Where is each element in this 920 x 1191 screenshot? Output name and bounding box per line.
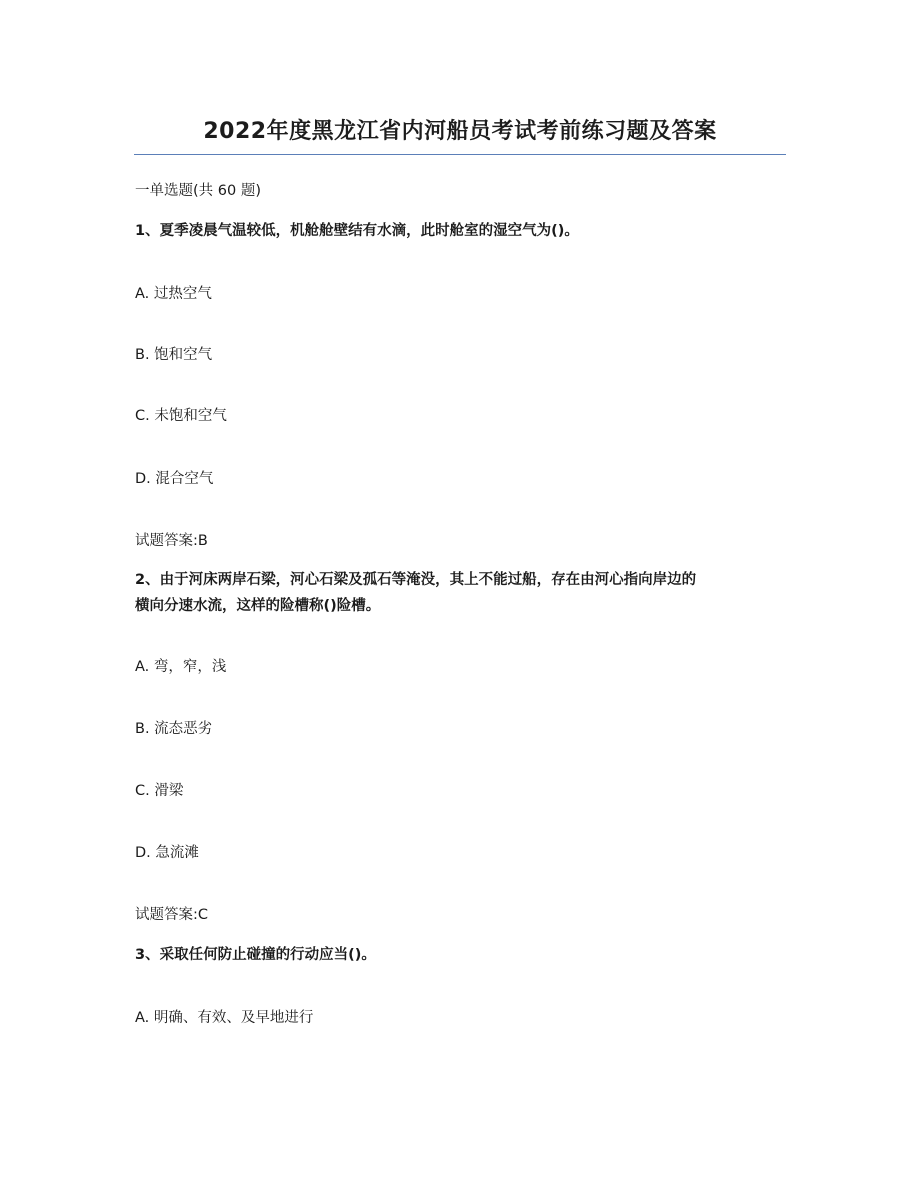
question-2-stem-line-1: 2、由于河床两岸石梁，河心石梁及孤石等淹没，其上不能过船，存在由河心指向岸边的 (135, 572, 697, 588)
question-2-option-d: D. 急流滩 (135, 845, 199, 861)
question-1-option-c: C. 未饱和空气 (135, 408, 227, 424)
question-1-stem: 1、夏季凌晨气温较低，机舱舱壁结有水滴，此时舱室的湿空气为()。 (135, 223, 579, 239)
question-2-option-b: B. 流态恶劣 (135, 721, 213, 737)
question-3-option-a: A. 明确、有效、及早地进行 (135, 1010, 314, 1026)
question-1-answer: 试题答案:B (135, 533, 208, 549)
question-2-option-c: C. 滑梁 (135, 783, 184, 799)
section-label: 一单选题(共 60 题) (135, 183, 261, 199)
question-2-stem-line-2: 横向分速水流，这样的险槽称()险槽。 (135, 598, 381, 614)
question-2-answer: 试题答案:C (135, 907, 209, 923)
question-3-stem: 3、采取任何防止碰撞的行动应当()。 (135, 947, 376, 963)
title-underline (134, 154, 786, 155)
question-1-option-d: D. 混合空气 (135, 471, 214, 487)
document-title: 2022年度黑龙江省内河船员考试考前练习题及答案 (203, 119, 717, 144)
question-1-option-b: B. 饱和空气 (135, 347, 213, 363)
question-1-option-a: A. 过热空气 (135, 286, 212, 302)
question-2-option-a: A. 弯，窄，浅 (135, 659, 227, 675)
